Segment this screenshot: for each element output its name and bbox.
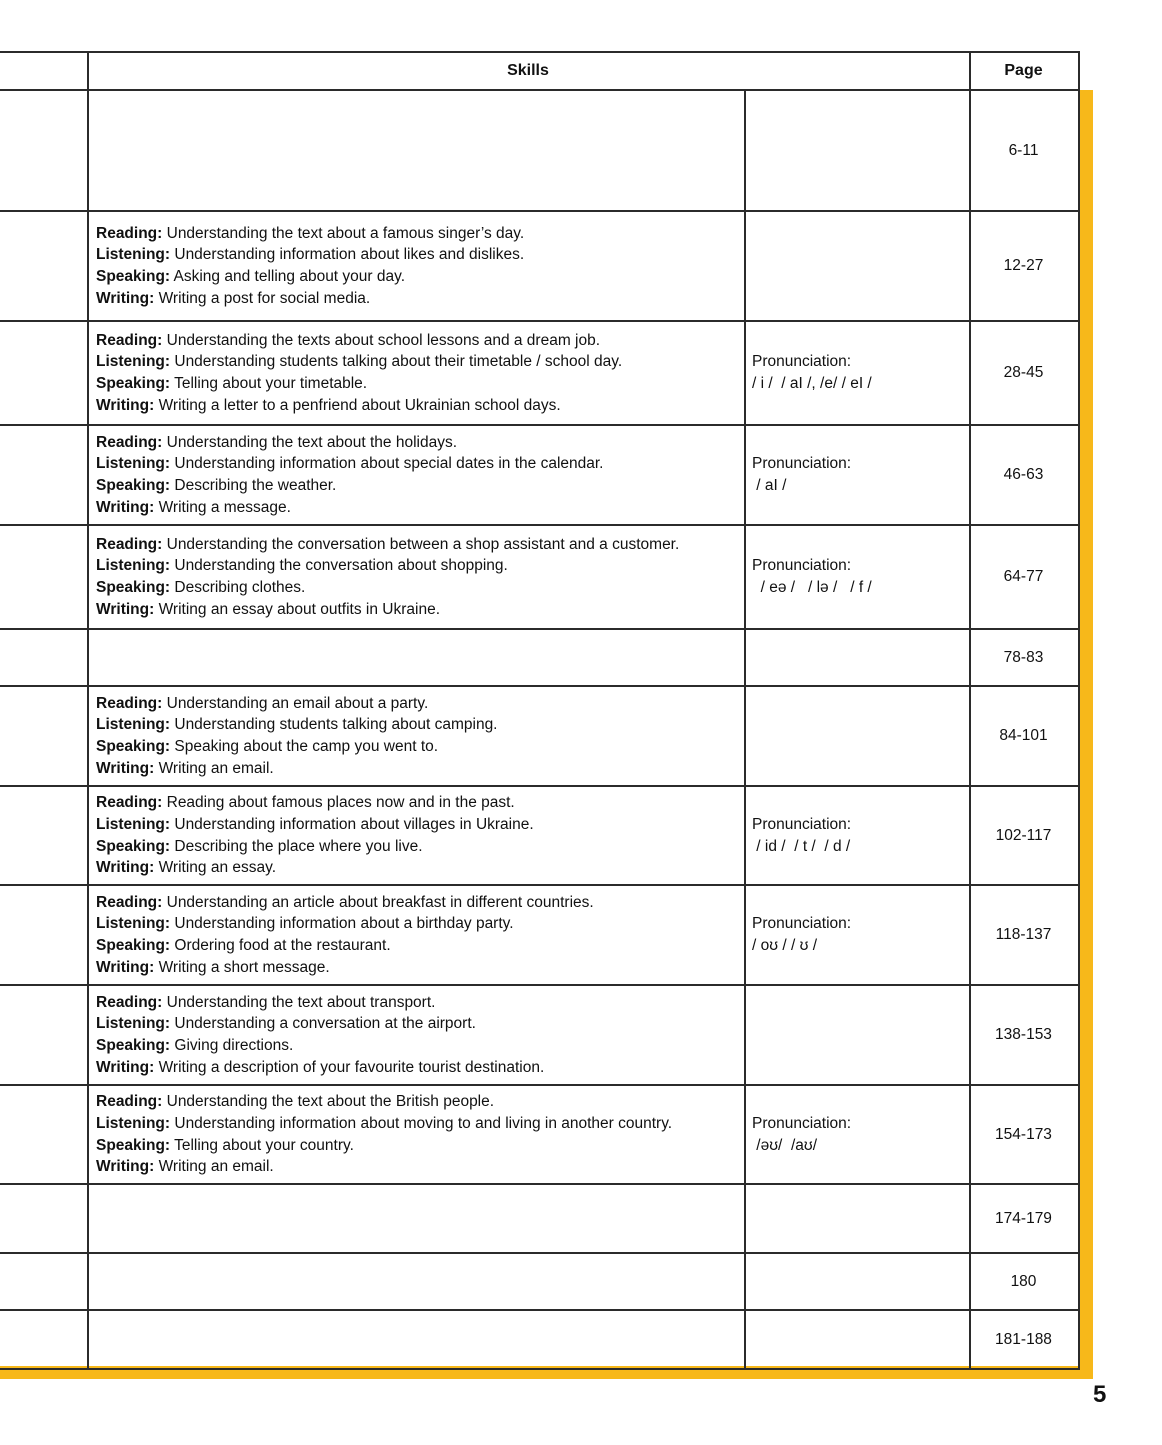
page-cell bbox=[969, 685, 1080, 785]
unit-cell bbox=[0, 89, 89, 210]
skill-line bbox=[96, 1135, 744, 1157]
skill-label: Listening: bbox=[96, 815, 171, 833]
skill-label: Writing: bbox=[96, 289, 155, 307]
skill-line bbox=[96, 892, 744, 914]
table-row bbox=[0, 210, 1080, 320]
skill-line bbox=[96, 1013, 744, 1035]
skill-text: Ordering food at the restaurant. bbox=[170, 937, 391, 954]
pronunciation-cell bbox=[744, 1309, 971, 1370]
skill-label: Reading: bbox=[96, 433, 163, 451]
page-range: 118-137 bbox=[995, 926, 1052, 943]
page-cell bbox=[969, 984, 1080, 1084]
skill-text: Describing the place where you live. bbox=[170, 837, 423, 855]
pronunciation-sounds: / aI / bbox=[752, 477, 787, 494]
skills-cell bbox=[87, 1084, 746, 1183]
table-row bbox=[0, 1252, 1080, 1309]
skill-text: Writing a post for social media. bbox=[154, 289, 371, 307]
skill-line bbox=[96, 913, 744, 935]
table-row bbox=[0, 884, 1080, 984]
pronunciation-cell bbox=[744, 1183, 971, 1252]
pronunciation-label: Pronunciation: bbox=[752, 455, 852, 473]
skill-line bbox=[96, 555, 744, 577]
table-header-row bbox=[0, 51, 1080, 89]
skill-label: Listening: bbox=[96, 246, 171, 264]
page-range: 6-11 bbox=[1008, 141, 1039, 159]
page-range: 78-83 bbox=[1003, 648, 1044, 666]
page-cell bbox=[969, 1084, 1080, 1183]
skills-cell bbox=[87, 628, 746, 685]
skills-cell bbox=[87, 685, 746, 785]
page-range: 154-173 bbox=[995, 1125, 1052, 1143]
page-range: 12-27 bbox=[1003, 257, 1044, 274]
pronunciation-cell bbox=[744, 524, 971, 628]
skill-text: Understanding the text about the British people. bbox=[162, 1093, 495, 1111]
pronunciation-sounds: / oʊ / / ʊ / bbox=[752, 937, 817, 954]
skill-text: Giving directions. bbox=[170, 1037, 294, 1054]
skill-label: Speaking: bbox=[96, 477, 171, 494]
skill-line bbox=[96, 497, 744, 519]
header-page-cell bbox=[969, 51, 1080, 89]
page-cell bbox=[969, 89, 1080, 210]
skill-text: Understanding students talking about their timetable / school day. bbox=[170, 353, 623, 371]
page-range: 174-179 bbox=[995, 1209, 1052, 1227]
skill-line bbox=[96, 330, 744, 352]
skill-line bbox=[96, 1035, 744, 1057]
pronunciation-cell bbox=[744, 210, 971, 320]
pronunciation-cell bbox=[744, 884, 971, 984]
skill-line bbox=[96, 714, 744, 736]
skills-cell bbox=[87, 1252, 746, 1309]
skill-label: Speaking: bbox=[96, 738, 171, 755]
skill-line bbox=[96, 395, 744, 417]
skill-text: Understanding information about villages in Ukraine. bbox=[170, 815, 534, 833]
skill-text: Speaking about the camp you went to. bbox=[170, 738, 439, 755]
table-row bbox=[0, 785, 1080, 884]
skill-line bbox=[96, 857, 744, 879]
skill-text: Understanding information about likes and dislikes. bbox=[170, 246, 525, 264]
skill-label: Writing: bbox=[96, 958, 155, 976]
skill-label: Listening: bbox=[96, 455, 171, 473]
pronunciation-cell bbox=[744, 1252, 971, 1309]
page-cell bbox=[969, 884, 1080, 984]
pronunciation-cell bbox=[744, 785, 971, 884]
skill-line bbox=[96, 432, 744, 454]
skill-line bbox=[96, 475, 744, 497]
skill-text: Understanding a conversation at the airport. bbox=[170, 1015, 476, 1033]
skill-text: Writing an email. bbox=[154, 759, 274, 777]
skill-text: Writing a letter to a penfriend about Ukrainian school days. bbox=[154, 396, 561, 414]
skill-label: Writing: bbox=[96, 859, 155, 877]
skill-line bbox=[96, 351, 744, 373]
skill-line bbox=[96, 758, 744, 780]
skill-text: Describing clothes. bbox=[170, 579, 306, 596]
skill-text: Writing a message. bbox=[154, 498, 291, 516]
skill-label: Speaking: bbox=[96, 837, 171, 855]
skill-line bbox=[96, 1156, 744, 1178]
unit-cell bbox=[0, 210, 89, 320]
skill-label: Writing: bbox=[96, 600, 155, 618]
skill-line bbox=[96, 266, 744, 288]
skill-label: Listening: bbox=[96, 557, 171, 575]
pronunciation-cell bbox=[744, 628, 971, 685]
unit-cell bbox=[0, 1084, 89, 1183]
table-row bbox=[0, 628, 1080, 685]
page-range: 102-117 bbox=[995, 826, 1052, 844]
skill-label: Writing: bbox=[96, 759, 155, 777]
skill-label: Reading: bbox=[96, 1093, 163, 1111]
table-row bbox=[0, 1084, 1080, 1183]
skills-cell bbox=[87, 210, 746, 320]
skill-label: Reading: bbox=[96, 694, 163, 712]
skill-label: Listening: bbox=[96, 1114, 171, 1132]
page-cell bbox=[969, 1309, 1080, 1370]
skill-label: Reading: bbox=[96, 893, 163, 911]
pronunciation-cell bbox=[744, 685, 971, 785]
skill-text: Writing a description of your favourite tourist destination. bbox=[154, 1058, 545, 1076]
skill-text: Writing a short message. bbox=[154, 958, 330, 976]
skill-line bbox=[96, 992, 744, 1014]
pronunciation-label: Pronunciation: bbox=[752, 815, 852, 833]
table-row bbox=[0, 320, 1080, 424]
skill-text: Understanding the text about transport. bbox=[162, 993, 436, 1011]
pronunciation-label: Pronunciation: bbox=[752, 1114, 852, 1132]
skill-text: Understanding the conversation about shopping. bbox=[170, 557, 508, 575]
header-skills-label: Skills bbox=[507, 62, 549, 79]
unit-cell bbox=[0, 424, 89, 524]
skill-line bbox=[96, 373, 744, 395]
table-row bbox=[0, 1183, 1080, 1252]
skills-cell bbox=[87, 884, 746, 984]
skill-line bbox=[96, 814, 744, 836]
skill-line bbox=[96, 935, 744, 957]
skill-label: Listening: bbox=[96, 915, 171, 933]
pronunciation-label: Pronunciation: bbox=[752, 557, 852, 575]
skill-label: Listening: bbox=[96, 353, 171, 371]
pronunciation-sounds: / eə / / lə / / f / bbox=[752, 579, 872, 596]
pronunciation-label: Pronunciation: bbox=[752, 915, 852, 933]
pronunciation-label: Pronunciation: bbox=[752, 353, 852, 371]
skill-label: Speaking: bbox=[96, 937, 171, 954]
skill-text: Understanding the text about a famous singer’s day. bbox=[162, 224, 525, 242]
page-range: 138-153 bbox=[995, 1026, 1052, 1043]
skill-text: Understanding the texts about school lessons and a dream job. bbox=[162, 331, 601, 349]
skill-text: Understanding information about moving to and living in another country. bbox=[170, 1114, 673, 1132]
page-cell bbox=[969, 1252, 1080, 1309]
table-row bbox=[0, 685, 1080, 785]
skill-line bbox=[96, 1057, 744, 1079]
skills-cell bbox=[87, 984, 746, 1084]
page-range: 181-188 bbox=[995, 1330, 1052, 1348]
skill-line bbox=[96, 1091, 744, 1113]
pronunciation-sounds: / i / / aI /, /e/ / eI / bbox=[752, 375, 872, 392]
skill-text: Understanding an email about a party. bbox=[162, 694, 429, 712]
pronunciation-cell bbox=[744, 424, 971, 524]
skill-label: Speaking: bbox=[96, 1136, 171, 1154]
unit-cell bbox=[0, 628, 89, 685]
pronunciation-cell bbox=[744, 89, 971, 210]
page-cell bbox=[969, 785, 1080, 884]
table-row bbox=[0, 89, 1080, 210]
contents-table bbox=[0, 51, 1080, 1366]
skill-text: Understanding information about a birthday party. bbox=[170, 915, 514, 933]
pronunciation-cell bbox=[744, 984, 971, 1084]
skill-label: Writing: bbox=[96, 396, 155, 414]
pronunciation-sounds: /əʊ/ /aʊ/ bbox=[752, 1136, 818, 1154]
header-skills-cell bbox=[87, 51, 971, 89]
skill-line bbox=[96, 836, 744, 858]
skill-line bbox=[96, 288, 744, 310]
skill-text: Reading about famous places now and in the past. bbox=[162, 794, 515, 812]
page-cell bbox=[969, 424, 1080, 524]
page-cell bbox=[969, 210, 1080, 320]
pronunciation-cell bbox=[744, 1084, 971, 1183]
skill-label: Writing: bbox=[96, 498, 155, 516]
unit-cell bbox=[0, 685, 89, 785]
skill-label: Listening: bbox=[96, 1015, 171, 1033]
skill-line bbox=[96, 792, 744, 814]
unit-cell bbox=[0, 524, 89, 628]
skill-text: Understanding the conversation between a shop assistant and a customer. bbox=[162, 535, 680, 553]
skill-text: Understanding students talking about camping. bbox=[170, 716, 498, 734]
skill-label: Speaking: bbox=[96, 1037, 171, 1054]
skill-label: Reading: bbox=[96, 535, 163, 553]
page-cell bbox=[969, 1183, 1080, 1252]
skills-cell bbox=[87, 424, 746, 524]
skill-line bbox=[96, 453, 744, 475]
skills-cell bbox=[87, 524, 746, 628]
skill-line bbox=[96, 1113, 744, 1135]
skill-text: Writing an essay. bbox=[154, 859, 277, 877]
skills-cell bbox=[87, 89, 746, 210]
unit-cell bbox=[0, 1183, 89, 1252]
unit-cell bbox=[0, 1252, 89, 1309]
skill-text: Understanding an article about breakfast in different countries. bbox=[162, 893, 594, 911]
table-row bbox=[0, 424, 1080, 524]
skills-cell bbox=[87, 785, 746, 884]
pronunciation-sounds: / id / / t / / d / bbox=[752, 837, 851, 855]
skill-text: Writing an essay about outfits in Ukraine. bbox=[154, 600, 441, 618]
table-row bbox=[0, 984, 1080, 1084]
page-cell bbox=[969, 628, 1080, 685]
skills-cell bbox=[87, 320, 746, 424]
skill-line bbox=[96, 534, 744, 556]
unit-cell bbox=[0, 320, 89, 424]
skill-text: Describing the weather. bbox=[170, 477, 337, 494]
skill-line bbox=[96, 599, 744, 621]
skill-line bbox=[96, 223, 744, 245]
pronunciation-cell bbox=[744, 320, 971, 424]
skill-label: Reading: bbox=[96, 794, 163, 812]
unit-cell bbox=[0, 1309, 89, 1370]
skill-text: Telling about your country. bbox=[170, 1136, 354, 1154]
table-row bbox=[0, 524, 1080, 628]
page-range: 180 bbox=[1010, 1272, 1037, 1290]
page-range: 84-101 bbox=[999, 727, 1048, 744]
skill-line bbox=[96, 693, 744, 715]
skill-label: Reading: bbox=[96, 331, 163, 349]
skill-label: Writing: bbox=[96, 1158, 155, 1176]
skill-text: Understanding the text about the holidays. bbox=[162, 433, 458, 451]
skill-label: Reading: bbox=[96, 224, 163, 242]
skill-line bbox=[96, 957, 744, 979]
skill-line bbox=[96, 736, 744, 758]
skill-label: Speaking: bbox=[96, 375, 171, 392]
skill-line bbox=[96, 577, 744, 599]
page-range: 28-45 bbox=[1003, 364, 1044, 381]
page-range: 46-63 bbox=[1003, 466, 1044, 483]
skill-label: Speaking: bbox=[96, 268, 171, 285]
skill-line bbox=[96, 244, 744, 266]
table-row bbox=[0, 1309, 1080, 1370]
skill-text: Understanding information about special dates in the calendar. bbox=[170, 455, 604, 473]
skill-text: Asking and telling about your day. bbox=[170, 268, 406, 285]
skills-cell bbox=[87, 1309, 746, 1370]
skill-label: Writing: bbox=[96, 1058, 155, 1076]
skill-label: Listening: bbox=[96, 716, 171, 734]
page-number: 5 bbox=[1093, 1381, 1107, 1408]
page-cell bbox=[969, 524, 1080, 628]
unit-cell bbox=[0, 785, 89, 884]
page-cell bbox=[969, 320, 1080, 424]
header-page-label: Page bbox=[1004, 62, 1043, 79]
skills-cell bbox=[87, 1183, 746, 1252]
skill-label: Reading: bbox=[96, 993, 163, 1011]
page-range: 64-77 bbox=[1003, 568, 1044, 585]
unit-cell bbox=[0, 884, 89, 984]
header-unit-cell bbox=[0, 51, 89, 89]
skill-text: Telling about your timetable. bbox=[170, 375, 368, 392]
unit-cell bbox=[0, 984, 89, 1084]
skill-label: Speaking: bbox=[96, 579, 171, 596]
skill-text: Writing an email. bbox=[154, 1158, 274, 1176]
